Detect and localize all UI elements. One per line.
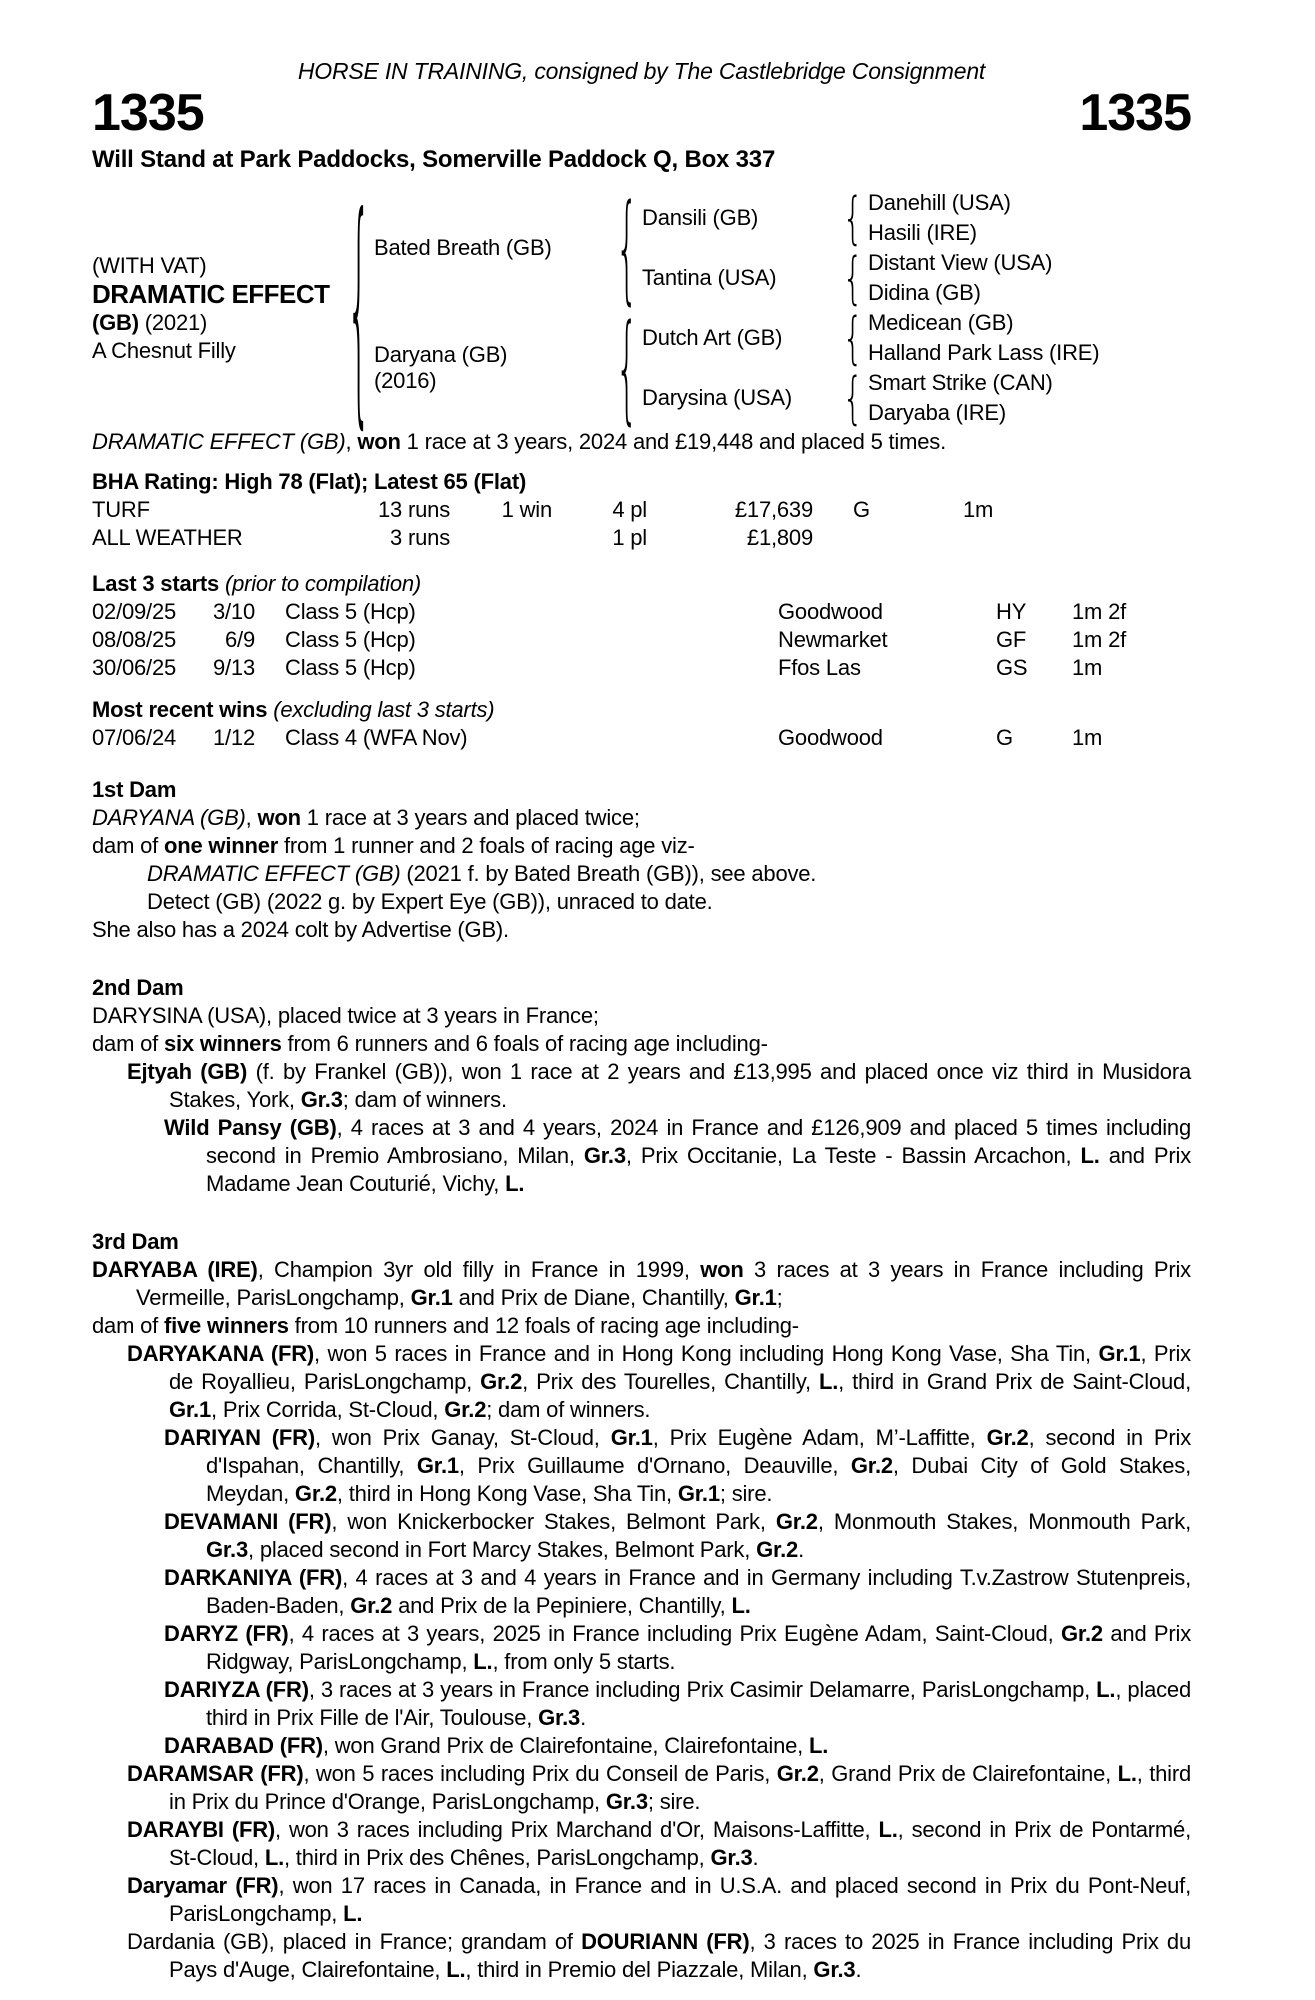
bha-rating-heading: BHA Rating: High 78 (Flat); Latest 65 (Flat) (92, 469, 527, 494)
places-value: 4 pl (612, 497, 647, 522)
produce-entry: DARIYZA (FR), 3 races at 3 years in France including Prix Casimir Delamarre, ParisLongchamp, L., placed third in Prix Fille de l'Air, Toulouse, Gr.3. (164, 1677, 1191, 1730)
race-course: Ffos Las (778, 655, 861, 680)
dam-parents-column (642, 308, 1099, 428)
produce-entry: DARYAKANA (FR), won 5 races in France and in Hong Kong including Hong Kong Vase, Sha Tin, Gr.1, Prix de Royallieu, ParisLongchamp, Gr.2, Prix des Tourelles, Chantilly, L., third in Grand Prix de Saint-Cloud, Gr.1, Prix Corrida, St-Cloud, Gr.2; dam of winners. (127, 1341, 1192, 1422)
sire-sire-group (642, 188, 1052, 248)
dam-produce-intro: dam of one winner from 1 runner and 2 foals of racing age viz- (92, 833, 695, 858)
race-date: 02/09/25 (92, 599, 177, 624)
dam-race-summary: DARYSINA (USA), placed twice at 3 years in France; (92, 1003, 599, 1028)
produce-entry: DARKANIYA (FR), 4 races at 3 and 4 years in France and in Germany including T.v.Zastrow Stutenpreis, Baden-Baden, Gr.2 and Prix de la Pepiniere, Chantilly, L. (164, 1565, 1191, 1618)
race-class: Class 4 (WFA Nov) (285, 725, 468, 750)
recent-wins-heading-italic: (excluding last 3 starts) (273, 697, 495, 722)
ancestor-name: Daryaba (IRE) (868, 400, 1006, 425)
runs-value: 3 runs (390, 525, 450, 550)
ancestor-name: Halland Park Lass (IRE) (868, 340, 1100, 365)
start-row (92, 598, 1191, 626)
earnings-value: £17,639 (734, 497, 813, 522)
pedigree-brace-dam-dam (838, 373, 868, 423)
bha-row-all-weather (92, 524, 1191, 552)
with-vat-label: (WITH VAT) (92, 252, 207, 278)
dam-sire-parents (868, 308, 1099, 368)
finish-position: 3/10 (212, 599, 255, 624)
pedigree-gen1-column (374, 188, 1099, 428)
race-going: G (996, 725, 1013, 750)
race-date: 07/06/24 (92, 725, 177, 750)
pedigree-chart (92, 188, 1191, 428)
places-value: 1 pl (612, 525, 647, 550)
dam-sire-name: Dutch Art (GB) (642, 325, 783, 350)
last-starts-heading-italic: (prior to compilation) (224, 571, 422, 596)
finish-position: 9/13 (212, 655, 255, 680)
sire-dam-group (642, 248, 1052, 308)
race-course: Newmarket (778, 627, 888, 652)
dam-race-summary: DARYANA (GB), won 1 race at 3 years and placed twice; (92, 805, 640, 830)
pedigree-brace-dam (612, 343, 642, 393)
sire-dam-parents (868, 248, 1052, 308)
recent-wins-heading (92, 696, 1191, 724)
produce-entry: DRAMATIC EFFECT (GB) (2021 f. by Bated Breath (GB)), see above. (147, 861, 817, 886)
sire-sire-name: Dansili (GB) (642, 205, 759, 230)
distance-value: 1m (963, 497, 994, 522)
produce-entry: Dardania (GB), placed in France; grandam of DOURIANN (FR), 3 races to 2025 in France including Prix du Pays d'Auge, Clairefontaine, L., third in Premio del Piazzale, Milan, Gr.3. (127, 1929, 1191, 1982)
surface-label: TURF (92, 497, 150, 522)
dam-group (374, 308, 1099, 428)
ancestor-name: Smart Strike (CAN) (868, 370, 1053, 395)
ancestor-name: Danehill (USA) (868, 190, 1011, 215)
first-dam-section (92, 776, 1191, 944)
dam-produce-intro: dam of five winners from 10 runners and 12 foals of racing age including- (92, 1313, 799, 1338)
produce-entry: DEVAMANI (FR), won Knickerbocker Stakes, Belmont Park, Gr.2, Monmouth Stakes, Monmouth Park, Gr.3, placed second in Fort Marcy Stakes, Belmont Park, Gr.2. (164, 1509, 1192, 1562)
race-class: Class 5 (Hcp) (285, 655, 416, 680)
produce-entry: Ejtyah (GB) (f. by Frankel (GB)), won 1 race at 2 years and £13,995 and placed once viz third in Musidora Stakes, York, Gr.3; dam of winners. (127, 1059, 1192, 1112)
ancestor-name: Hasili (IRE) (868, 220, 977, 245)
race-going: GS (996, 655, 1028, 680)
produce-entry: DARIYAN (FR), won Prix Ganay, St-Cloud, Gr.1, Prix Eugène Adam, M’-Laffitte, Gr.2, second in Prix d'Ispahan, Chantilly, Gr.1, Prix Guillaume d'Ornano, Deauville, Gr.2, Dubai City of Gold Stakes, Meydan, Gr.2, third in Hong Kong Vase, Sha Tin, Gr.1; sire. (164, 1425, 1192, 1506)
produce-entry: DARAYBI (FR), won 3 races including Prix Marchand d'Or, Maisons-Laffitte, L., second in Prix de Pontarmé, St-Cloud, L., third in Prix des Chênes, ParisLongchamp, Gr.3. (127, 1817, 1191, 1870)
dam-produce-intro: dam of six winners from 6 runners and 6 foals of racing age including- (92, 1031, 768, 1056)
produce-entry: DARAMSAR (FR), won 5 races including Prix du Conseil de Paris, Gr.2, Grand Prix de Clairefontaine, L., third in Prix du Prince d'Orange, ParisLongchamp, Gr.3; sire. (127, 1761, 1192, 1814)
dam-foaling-year: (2016) (374, 368, 437, 393)
first-dam-heading: 1st Dam (92, 777, 177, 802)
wins-value: 1 win (501, 497, 552, 522)
last-starts-heading (92, 570, 1191, 598)
sire-group (374, 188, 1099, 308)
earnings-value: £1,809 (746, 525, 813, 550)
stand-location-line: Will Stand at Park Paddocks, Somerville Paddock Q, Box 337 (92, 146, 776, 173)
going-value (813, 524, 929, 552)
dam-dam-name: Darysina (USA) (642, 385, 793, 410)
third-dam-heading: 3rd Dam (92, 1229, 179, 1254)
page-title: HORSE IN TRAINING, consigned by The Castlebridge Consignment (297, 58, 986, 84)
start-row (92, 654, 1191, 682)
third-dam-section (92, 1228, 1191, 1984)
lot-number-right: 1335 (1079, 84, 1191, 142)
race-record-summary: DRAMATIC EFFECT (GB), won 1 race at 3 years, 2024 and £19,448 and placed 5 times. (92, 429, 946, 454)
dam-note: She also has a 2024 colt by Advertise (GB). (92, 917, 509, 942)
race-distance: 1m 2f (1072, 599, 1127, 624)
race-class: Class 5 (Hcp) (285, 627, 416, 652)
runs-value: 13 runs (378, 497, 450, 522)
sire-name: Bated Breath (GB) (374, 235, 552, 260)
going-value: G (853, 497, 870, 522)
recent-wins-heading-bold: Most recent wins (92, 697, 274, 722)
sire-sire-parents (868, 188, 1011, 248)
ancestor-name: Didina (GB) (868, 280, 981, 305)
lot-number-left: 1335 (92, 84, 204, 142)
win-row (92, 724, 1191, 752)
horse-country-suffix: (GB) (92, 309, 139, 335)
race-going: HY (996, 599, 1027, 624)
dam-race-summary: DARYABA (IRE), Champion 3yr old filly in France in 1999, won 3 races at 3 years in France including Prix Vermeille, ParisLongchamp, Gr.1 and Prix de Diane, Chantilly, Gr.1; (92, 1257, 1191, 1310)
surface-label: ALL WEATHER (92, 525, 243, 550)
wins-value (450, 524, 552, 552)
last-starts-heading-bold: Last 3 starts (92, 571, 225, 596)
race-date: 30/06/25 (92, 655, 177, 680)
start-row (92, 626, 1191, 654)
pedigree-brace-gen1 (344, 283, 374, 333)
sire-dam-name: Tantina (USA) (642, 265, 777, 290)
race-distance: 1m 2f (1072, 627, 1127, 652)
bha-row-turf (92, 496, 1191, 524)
race-course: Goodwood (778, 599, 883, 624)
pedigree-brace-sire-dam (838, 253, 868, 303)
race-distance: 1m (1072, 655, 1103, 680)
race-class: Class 5 (Hcp) (285, 599, 416, 624)
horse-name: DRAMATIC EFFECT (92, 278, 330, 309)
pedigree-brace-dam-sire (838, 313, 868, 363)
pedigree-brace-sire (612, 223, 642, 273)
pedigree-subject (92, 252, 344, 365)
produce-entry: DARYZ (FR), 4 races at 3 years, 2025 in France including Prix Eugène Adam, Saint-Cloud, Gr.2 and Prix Ridgway, ParisLongchamp, L., from only 5 starts. (164, 1621, 1191, 1674)
produce-entry: Wild Pansy (GB), 4 races at 3 and 4 years, 2024 in France and £126,909 and placed 5 times including second in Premio Ambrosiano, Milan, Gr.3, Prix Occitanie, La Teste - Bassin Arcachon, L. and Prix Madame Jean Couturié, Vichy, L. (164, 1115, 1192, 1196)
race-going: GF (996, 627, 1027, 652)
produce-entry: Daryamar (FR), won 17 races in Canada, in France and in U.S.A. and placed second in Prix du Pont-Neuf, ParisLongchamp, L. (127, 1873, 1191, 1926)
dam-dam-parents (868, 368, 1053, 428)
ancestor-name: Distant View (USA) (868, 250, 1053, 275)
lot-number-row (92, 84, 1191, 142)
second-dam-section (92, 974, 1191, 1198)
produce-entry: Detect (GB) (2022 g. by Expert Eye (GB)), unraced to date. (147, 889, 713, 914)
finish-position: 6/9 (225, 627, 255, 652)
pedigree-brace-sire-sire (838, 193, 868, 243)
ancestor-name: Medicean (GB) (868, 310, 1014, 335)
horse-foaling-year: (2021) (138, 309, 208, 335)
produce-entry: DARABAD (FR), won Grand Prix de Clairefontaine, Clairefontaine, L. (164, 1733, 829, 1758)
race-date: 08/08/25 (92, 627, 177, 652)
dam-name (374, 342, 612, 394)
race-distance: 1m (1072, 725, 1103, 750)
horse-description: A Chesnut Filly (92, 337, 236, 363)
second-dam-heading: 2nd Dam (92, 975, 184, 1000)
distance-value (929, 524, 1191, 552)
dam-name-text: Daryana (GB) (374, 342, 508, 367)
race-course: Goodwood (778, 725, 883, 750)
sire-parents-column (642, 188, 1052, 308)
finish-position: 1/12 (212, 725, 255, 750)
dam-dam-group (642, 368, 1099, 428)
dam-sire-group (642, 308, 1099, 368)
horse-suffix-year (92, 309, 344, 337)
